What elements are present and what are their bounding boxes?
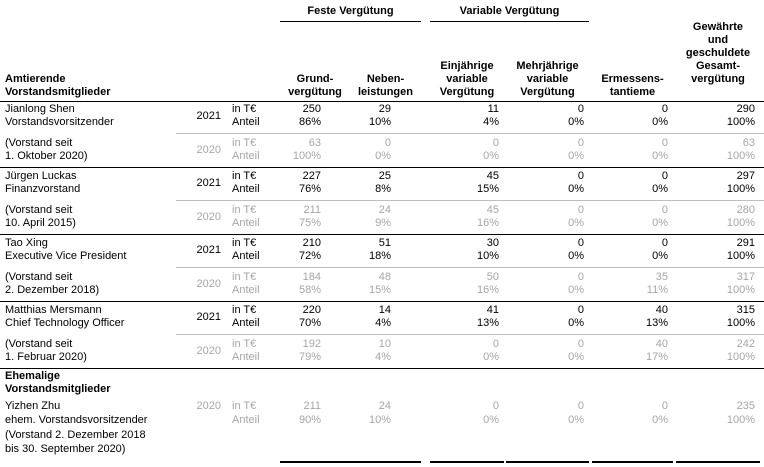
value-cell: 0% bbox=[568, 116, 584, 128]
value-cell: 210 bbox=[302, 237, 321, 249]
value-cell: 79% bbox=[298, 351, 321, 363]
year-label: 2020 bbox=[196, 345, 221, 357]
col-header-total: Gesamt- bbox=[695, 60, 741, 72]
unit-label: Anteil bbox=[232, 116, 260, 128]
value-cell: 63 bbox=[742, 137, 755, 149]
member-divider bbox=[0, 234, 764, 235]
bottom-rule bbox=[592, 461, 673, 463]
value-cell: 0% bbox=[375, 150, 391, 162]
value-cell: 76% bbox=[298, 183, 321, 195]
value-cell: 8% bbox=[375, 183, 391, 195]
value-cell: 0% bbox=[568, 183, 584, 195]
value-cell: 0 bbox=[492, 137, 499, 149]
col-header-ermessen: Ermessens- bbox=[601, 73, 664, 85]
value-cell: 45 bbox=[486, 204, 499, 216]
unit-label: Anteil bbox=[232, 351, 260, 363]
member-name: 1. Oktober 2020) bbox=[5, 150, 88, 162]
member-name: Finanzvorstand bbox=[5, 183, 81, 195]
value-cell: 0% bbox=[568, 351, 584, 363]
unit-label: Anteil bbox=[232, 317, 260, 329]
value-cell: 0 bbox=[661, 400, 668, 412]
value-cell: 100% bbox=[726, 183, 755, 195]
value-cell: 30 bbox=[486, 237, 499, 249]
value-cell: 15% bbox=[368, 284, 391, 296]
value-cell: 14 bbox=[378, 304, 391, 316]
member-name: (Vorstand seit bbox=[5, 338, 73, 350]
member-name: bis 30. September 2020) bbox=[5, 443, 126, 455]
value-cell: 24 bbox=[378, 204, 391, 216]
unit-label: in T€ bbox=[232, 338, 257, 350]
year-label: 2021 bbox=[196, 244, 221, 256]
value-cell: 63 bbox=[308, 137, 321, 149]
value-cell: 100% bbox=[726, 116, 755, 128]
value-cell: 235 bbox=[736, 400, 755, 412]
row-header-label: Vorstandsmitglieder bbox=[5, 86, 111, 98]
value-cell: 70% bbox=[298, 317, 321, 329]
unit-label: in T€ bbox=[232, 304, 257, 316]
value-cell: 0% bbox=[652, 183, 668, 195]
value-cell: 75% bbox=[298, 217, 321, 229]
member-divider bbox=[0, 301, 764, 302]
value-cell: 10% bbox=[476, 250, 499, 262]
value-cell: 13% bbox=[645, 317, 668, 329]
year-label: 2020 bbox=[196, 211, 221, 223]
year-divider bbox=[176, 267, 764, 268]
col-header-total: Gewährte bbox=[692, 21, 744, 33]
member-name: Vorstandsvorsitzender bbox=[5, 116, 114, 128]
member-name: Jürgen Luckas bbox=[5, 170, 77, 182]
value-cell: 48 bbox=[378, 271, 391, 283]
member-name: Matthias Mersmann bbox=[5, 304, 102, 316]
value-cell: 0 bbox=[577, 271, 584, 283]
value-cell: 16% bbox=[476, 284, 499, 296]
value-cell: 0 bbox=[577, 237, 584, 249]
bottom-rule bbox=[506, 461, 589, 463]
value-cell: 100% bbox=[726, 317, 755, 329]
value-cell: 41 bbox=[486, 304, 499, 316]
value-cell: 100% bbox=[726, 351, 755, 363]
value-cell: 211 bbox=[303, 400, 321, 412]
value-cell: 58% bbox=[298, 284, 321, 296]
value-cell: 184 bbox=[302, 271, 321, 283]
member-divider bbox=[0, 167, 764, 168]
value-cell: 290 bbox=[736, 103, 755, 115]
value-cell: 51 bbox=[378, 237, 391, 249]
value-cell: 29 bbox=[378, 103, 391, 115]
value-cell: 291 bbox=[736, 237, 755, 249]
value-cell: 0% bbox=[568, 150, 584, 162]
col-header-einj: Vergütung bbox=[439, 86, 495, 98]
unit-label: Anteil bbox=[232, 217, 260, 229]
value-cell: 315 bbox=[736, 304, 755, 316]
value-cell: 280 bbox=[736, 204, 755, 216]
value-cell: 0 bbox=[577, 400, 584, 412]
value-cell: 90% bbox=[298, 414, 321, 426]
row-header-label: Amtierende bbox=[5, 73, 66, 85]
member-divider bbox=[0, 368, 764, 369]
year-label: 2020 bbox=[196, 144, 221, 156]
member-name: ehem. Vorstandsvorsitzender bbox=[5, 414, 148, 426]
value-cell: 25 bbox=[378, 170, 391, 182]
col-header-neben: leistungen bbox=[357, 86, 413, 98]
value-cell: 0 bbox=[384, 137, 391, 149]
value-cell: 0% bbox=[652, 116, 668, 128]
col-header-mehrj: Vergütung bbox=[520, 86, 575, 98]
unit-label: Anteil bbox=[232, 284, 260, 296]
value-cell: 0% bbox=[652, 217, 668, 229]
unit-label: in T€ bbox=[232, 170, 257, 182]
group-rule-variable bbox=[430, 21, 589, 22]
value-cell: 40 bbox=[655, 304, 668, 316]
value-cell: 227 bbox=[302, 170, 321, 182]
col-header-einj: variable bbox=[446, 73, 488, 85]
member-name: 1. Februar 2020) bbox=[5, 351, 87, 363]
value-cell: 0 bbox=[577, 170, 584, 182]
value-cell: 0 bbox=[492, 400, 499, 412]
value-cell: 100% bbox=[726, 217, 755, 229]
year-label: 2020 bbox=[196, 400, 221, 412]
col-header-mehrj: Mehrjährige bbox=[516, 60, 579, 72]
value-cell: 35 bbox=[655, 271, 668, 283]
col-header-neben: Neben- bbox=[366, 73, 405, 85]
year-divider bbox=[176, 334, 764, 335]
unit-label: Anteil bbox=[232, 183, 260, 195]
member-name: Executive Vice President bbox=[5, 250, 127, 262]
former-heading: Ehemalige bbox=[5, 370, 61, 382]
value-cell: 0 bbox=[577, 304, 584, 316]
col-header-total: geschuldete bbox=[685, 47, 751, 59]
member-name: Jianlong Shen bbox=[5, 103, 75, 115]
member-name: 2. Dezember 2018) bbox=[5, 284, 100, 296]
value-cell: 0 bbox=[577, 338, 584, 350]
value-cell: 0% bbox=[483, 414, 499, 426]
value-cell: 220 bbox=[302, 304, 321, 316]
col-header-mehrj: variable bbox=[526, 73, 569, 85]
unit-label: in T€ bbox=[232, 271, 257, 283]
value-cell: 0 bbox=[492, 338, 499, 350]
member-name: (Vorstand seit bbox=[5, 204, 73, 216]
unit-label: Anteil bbox=[232, 414, 260, 426]
bottom-rule bbox=[350, 461, 421, 463]
member-name: 10. April 2015) bbox=[5, 217, 76, 229]
value-cell: 0 bbox=[577, 204, 584, 216]
bottom-rule bbox=[280, 461, 350, 463]
year-label: 2021 bbox=[196, 177, 221, 189]
value-cell: 0% bbox=[652, 414, 668, 426]
value-cell: 11 bbox=[487, 103, 499, 115]
value-cell: 100% bbox=[292, 150, 321, 162]
value-cell: 16% bbox=[476, 217, 499, 229]
year-label: 2020 bbox=[196, 278, 221, 290]
value-cell: 0% bbox=[568, 250, 584, 262]
value-cell: 18% bbox=[368, 250, 391, 262]
member-name: Chief Technology Officer bbox=[5, 317, 125, 329]
value-cell: 242 bbox=[736, 338, 755, 350]
value-cell: 0% bbox=[568, 317, 584, 329]
value-cell: 0% bbox=[652, 150, 668, 162]
member-name: Yizhen Zhu bbox=[5, 400, 61, 412]
value-cell: 0% bbox=[652, 250, 668, 262]
value-cell: 15% bbox=[476, 183, 499, 195]
group-rule-fixed bbox=[280, 21, 421, 22]
value-cell: 0% bbox=[568, 284, 584, 296]
group-header-variable: Variable Vergütung bbox=[459, 5, 560, 17]
col-header-total: und bbox=[707, 34, 729, 46]
value-cell: 40 bbox=[655, 338, 668, 350]
value-cell: 0% bbox=[568, 414, 584, 426]
member-name: (Vorstand seit bbox=[5, 137, 73, 149]
unit-label: Anteil bbox=[232, 150, 260, 162]
value-cell: 317 bbox=[736, 271, 755, 283]
value-cell: 24 bbox=[378, 400, 391, 412]
unit-label: in T€ bbox=[232, 103, 257, 115]
value-cell: 17% bbox=[645, 351, 668, 363]
value-cell: 0% bbox=[483, 351, 499, 363]
unit-label: Anteil bbox=[232, 250, 260, 262]
value-cell: 100% bbox=[726, 150, 755, 162]
value-cell: 10 bbox=[378, 338, 391, 350]
value-cell: 0 bbox=[661, 137, 668, 149]
value-cell: 250 bbox=[302, 103, 321, 115]
value-cell: 0 bbox=[577, 137, 584, 149]
col-header-total: vergütung bbox=[691, 73, 745, 85]
col-header-ermessen: tantieme bbox=[609, 86, 656, 98]
member-name: (Vorstand 2. Dezember 2018 bbox=[5, 429, 146, 441]
value-cell: 45 bbox=[486, 170, 499, 182]
member-name: (Vorstand seit bbox=[5, 271, 73, 283]
value-cell: 0 bbox=[661, 237, 668, 249]
value-cell: 100% bbox=[726, 284, 755, 296]
member-name: Tao Xing bbox=[5, 237, 48, 249]
value-cell: 10% bbox=[368, 116, 391, 128]
value-cell: 0 bbox=[577, 103, 584, 115]
col-header-einj: Einjährige bbox=[440, 60, 494, 72]
bottom-rule bbox=[676, 461, 760, 463]
value-cell: 0 bbox=[661, 204, 668, 216]
year-label: 2021 bbox=[196, 110, 221, 122]
year-divider bbox=[176, 133, 764, 134]
group-header-fixed: Feste Vergütung bbox=[307, 5, 394, 17]
value-cell: 13% bbox=[476, 317, 499, 329]
value-cell: 297 bbox=[736, 170, 755, 182]
value-cell: 9% bbox=[375, 217, 391, 229]
value-cell: 4% bbox=[375, 351, 391, 363]
col-header-grund: Grund- bbox=[296, 73, 334, 85]
value-cell: 0 bbox=[661, 103, 668, 115]
value-cell: 72% bbox=[298, 250, 321, 262]
value-cell: 0% bbox=[483, 150, 499, 162]
value-cell: 86% bbox=[298, 116, 321, 128]
value-cell: 50 bbox=[486, 271, 499, 283]
unit-label: in T€ bbox=[232, 137, 257, 149]
value-cell: 100% bbox=[726, 250, 755, 262]
value-cell: 4% bbox=[483, 116, 499, 128]
year-label: 2021 bbox=[196, 311, 221, 323]
value-cell: 100% bbox=[726, 414, 755, 426]
value-cell: 0 bbox=[661, 170, 668, 182]
value-cell: 4% bbox=[375, 317, 391, 329]
value-cell: 211 bbox=[303, 204, 321, 216]
value-cell: 0% bbox=[568, 217, 584, 229]
col-header-grund: vergütung bbox=[288, 86, 342, 98]
unit-label: in T€ bbox=[232, 400, 257, 412]
value-cell: 11% bbox=[646, 284, 668, 296]
unit-label: in T€ bbox=[232, 237, 257, 249]
year-divider bbox=[176, 200, 764, 201]
header-rule bbox=[0, 101, 764, 102]
former-heading: Vorstandsmitglieder bbox=[5, 383, 111, 395]
value-cell: 10% bbox=[368, 414, 391, 426]
bottom-rule bbox=[430, 461, 504, 463]
value-cell: 192 bbox=[302, 338, 321, 350]
unit-label: in T€ bbox=[232, 204, 257, 216]
